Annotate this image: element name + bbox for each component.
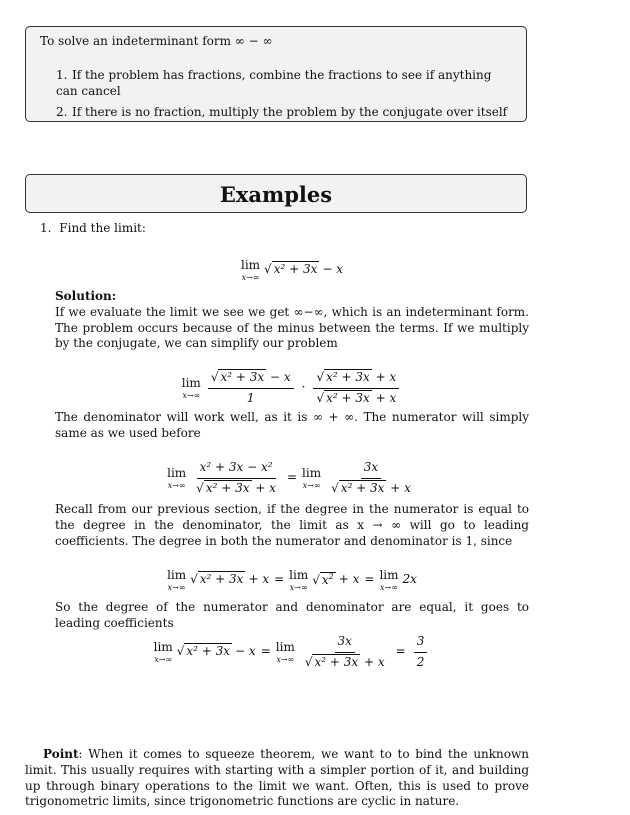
- limit-operator: lim x→∞: [240, 258, 261, 282]
- square-root: √ x² + 3x: [176, 644, 231, 659]
- minus-x: − x: [322, 262, 344, 276]
- solution-paragraph-1: If we evaluate the limit we see we get ∞−∞, which is an indeterminant form. The problem occurs because of the minus between the terms. If we multiply by the conjugate, we can simplify our problem: [55, 304, 529, 351]
- tip-item-number: 2.: [56, 105, 68, 120]
- solution-paragraph-4: So the degree of the numerator and denominator are equal, it goes to leading coefficients: [55, 600, 529, 630]
- limit-operator: lim x→∞: [167, 568, 187, 592]
- equation-final: lim x→∞ √ x² + 3x − x = lim x→∞ $\frac{3x}{\text{√ x² + 3x + x}}$ = $\frac{3}{2}$: [55, 634, 529, 671]
- limit-operator: lim x→∞: [379, 568, 399, 592]
- equals-sign: =: [286, 470, 298, 485]
- tip-item: [56, 105, 512, 121]
- solution-label: Solution:: [55, 289, 117, 303]
- limit-operator: lim x→∞: [302, 466, 322, 491]
- problem-text: Find the limit:: [59, 221, 146, 235]
- equation-conjugate: [55, 370, 529, 407]
- tip-intro: To solve an indeterminant form ∞ − ∞: [40, 34, 273, 48]
- solution-paragraph-2: The denominator will work well, as it is ∞ + ∞. The numerator will simply same as we used before: [55, 410, 529, 440]
- equation-simplified: [55, 460, 529, 497]
- equals-sign: =: [395, 644, 406, 659]
- equation-degree: lim x→∞ √ x² + 3x + x = lim x→∞ √ $x^2$ + x = lim x→∞ 2x: [167, 568, 417, 592]
- tip-box: [25, 26, 527, 122]
- point-text: : When it comes to squeeze theorem, we want to to bind the unknown limit. This usually requires with starting with a simpler portion of it, and building up through binary operations to the limit we want. Often, this is used to prove trigonometric limits, since trigonometric functions are cyclic in nature.: [25, 747, 529, 809]
- examples-banner: [25, 174, 527, 213]
- equals-sign: =: [364, 572, 375, 586]
- limit-operator: lim x→∞: [275, 640, 295, 665]
- tip-item-text: If the problem has fractions, combine the fractions to see if anything can cancel: [56, 67, 492, 98]
- point-paragraph: [25, 747, 529, 810]
- square-root: √ $x^2$: [312, 571, 334, 587]
- equation-problem: [55, 258, 529, 282]
- fraction: $\frac{3x}{\text{√ x² + 3x + x}}$: [304, 634, 385, 669]
- conjugate-fraction: $\frac{\text{√ x² + 3x + x}}{\text{√ x² + 3x + x}}$: [313, 370, 399, 407]
- equals-sign: =: [274, 572, 285, 586]
- square-root: √ x² + 3x: [264, 262, 318, 276]
- result-fraction: $\frac{3}{2}$: [414, 634, 428, 671]
- multiply-dot: ·: [301, 380, 306, 395]
- tip-item-text: If there is no fraction, multiply the problem by the conjugate over itself: [72, 105, 508, 120]
- equals-sign: =: [260, 644, 271, 659]
- solution-paragraph-3: Recall from our previous section, if the degree in the numerator is equal to the degree in the denominator, the limit as x → ∞ will go to leading coefficients. The degree in both the numerator and denominator is 1, since: [55, 502, 529, 548]
- fraction: $\frac{\text{√ x² + 3x − x}}{1}$: [208, 370, 294, 407]
- limit-operator: lim x→∞: [167, 466, 187, 491]
- limit-operator: lim x→∞: [289, 568, 309, 592]
- square-root: √ x² + 3x: [190, 572, 244, 586]
- two-x: 2x: [402, 572, 417, 586]
- limit-operator: lim x→∞: [153, 640, 173, 665]
- tip-item-number: 1.: [56, 67, 68, 82]
- solution-block: [55, 289, 529, 352]
- problem-statement: [40, 221, 146, 237]
- fraction: $\frac{3x}{\text{√ x² + 3x + x}}$: [331, 460, 411, 495]
- tip-item: [56, 68, 512, 100]
- fraction: $\frac{\text{x² + 3x − x²}}{\text{√ x² + 3x + x}}$: [196, 460, 276, 495]
- examples-title: Examples: [219, 182, 333, 207]
- point-label: Point: [43, 747, 79, 761]
- limit-operator: lim x→∞: [181, 376, 201, 401]
- problem-number: 1.: [40, 221, 52, 235]
